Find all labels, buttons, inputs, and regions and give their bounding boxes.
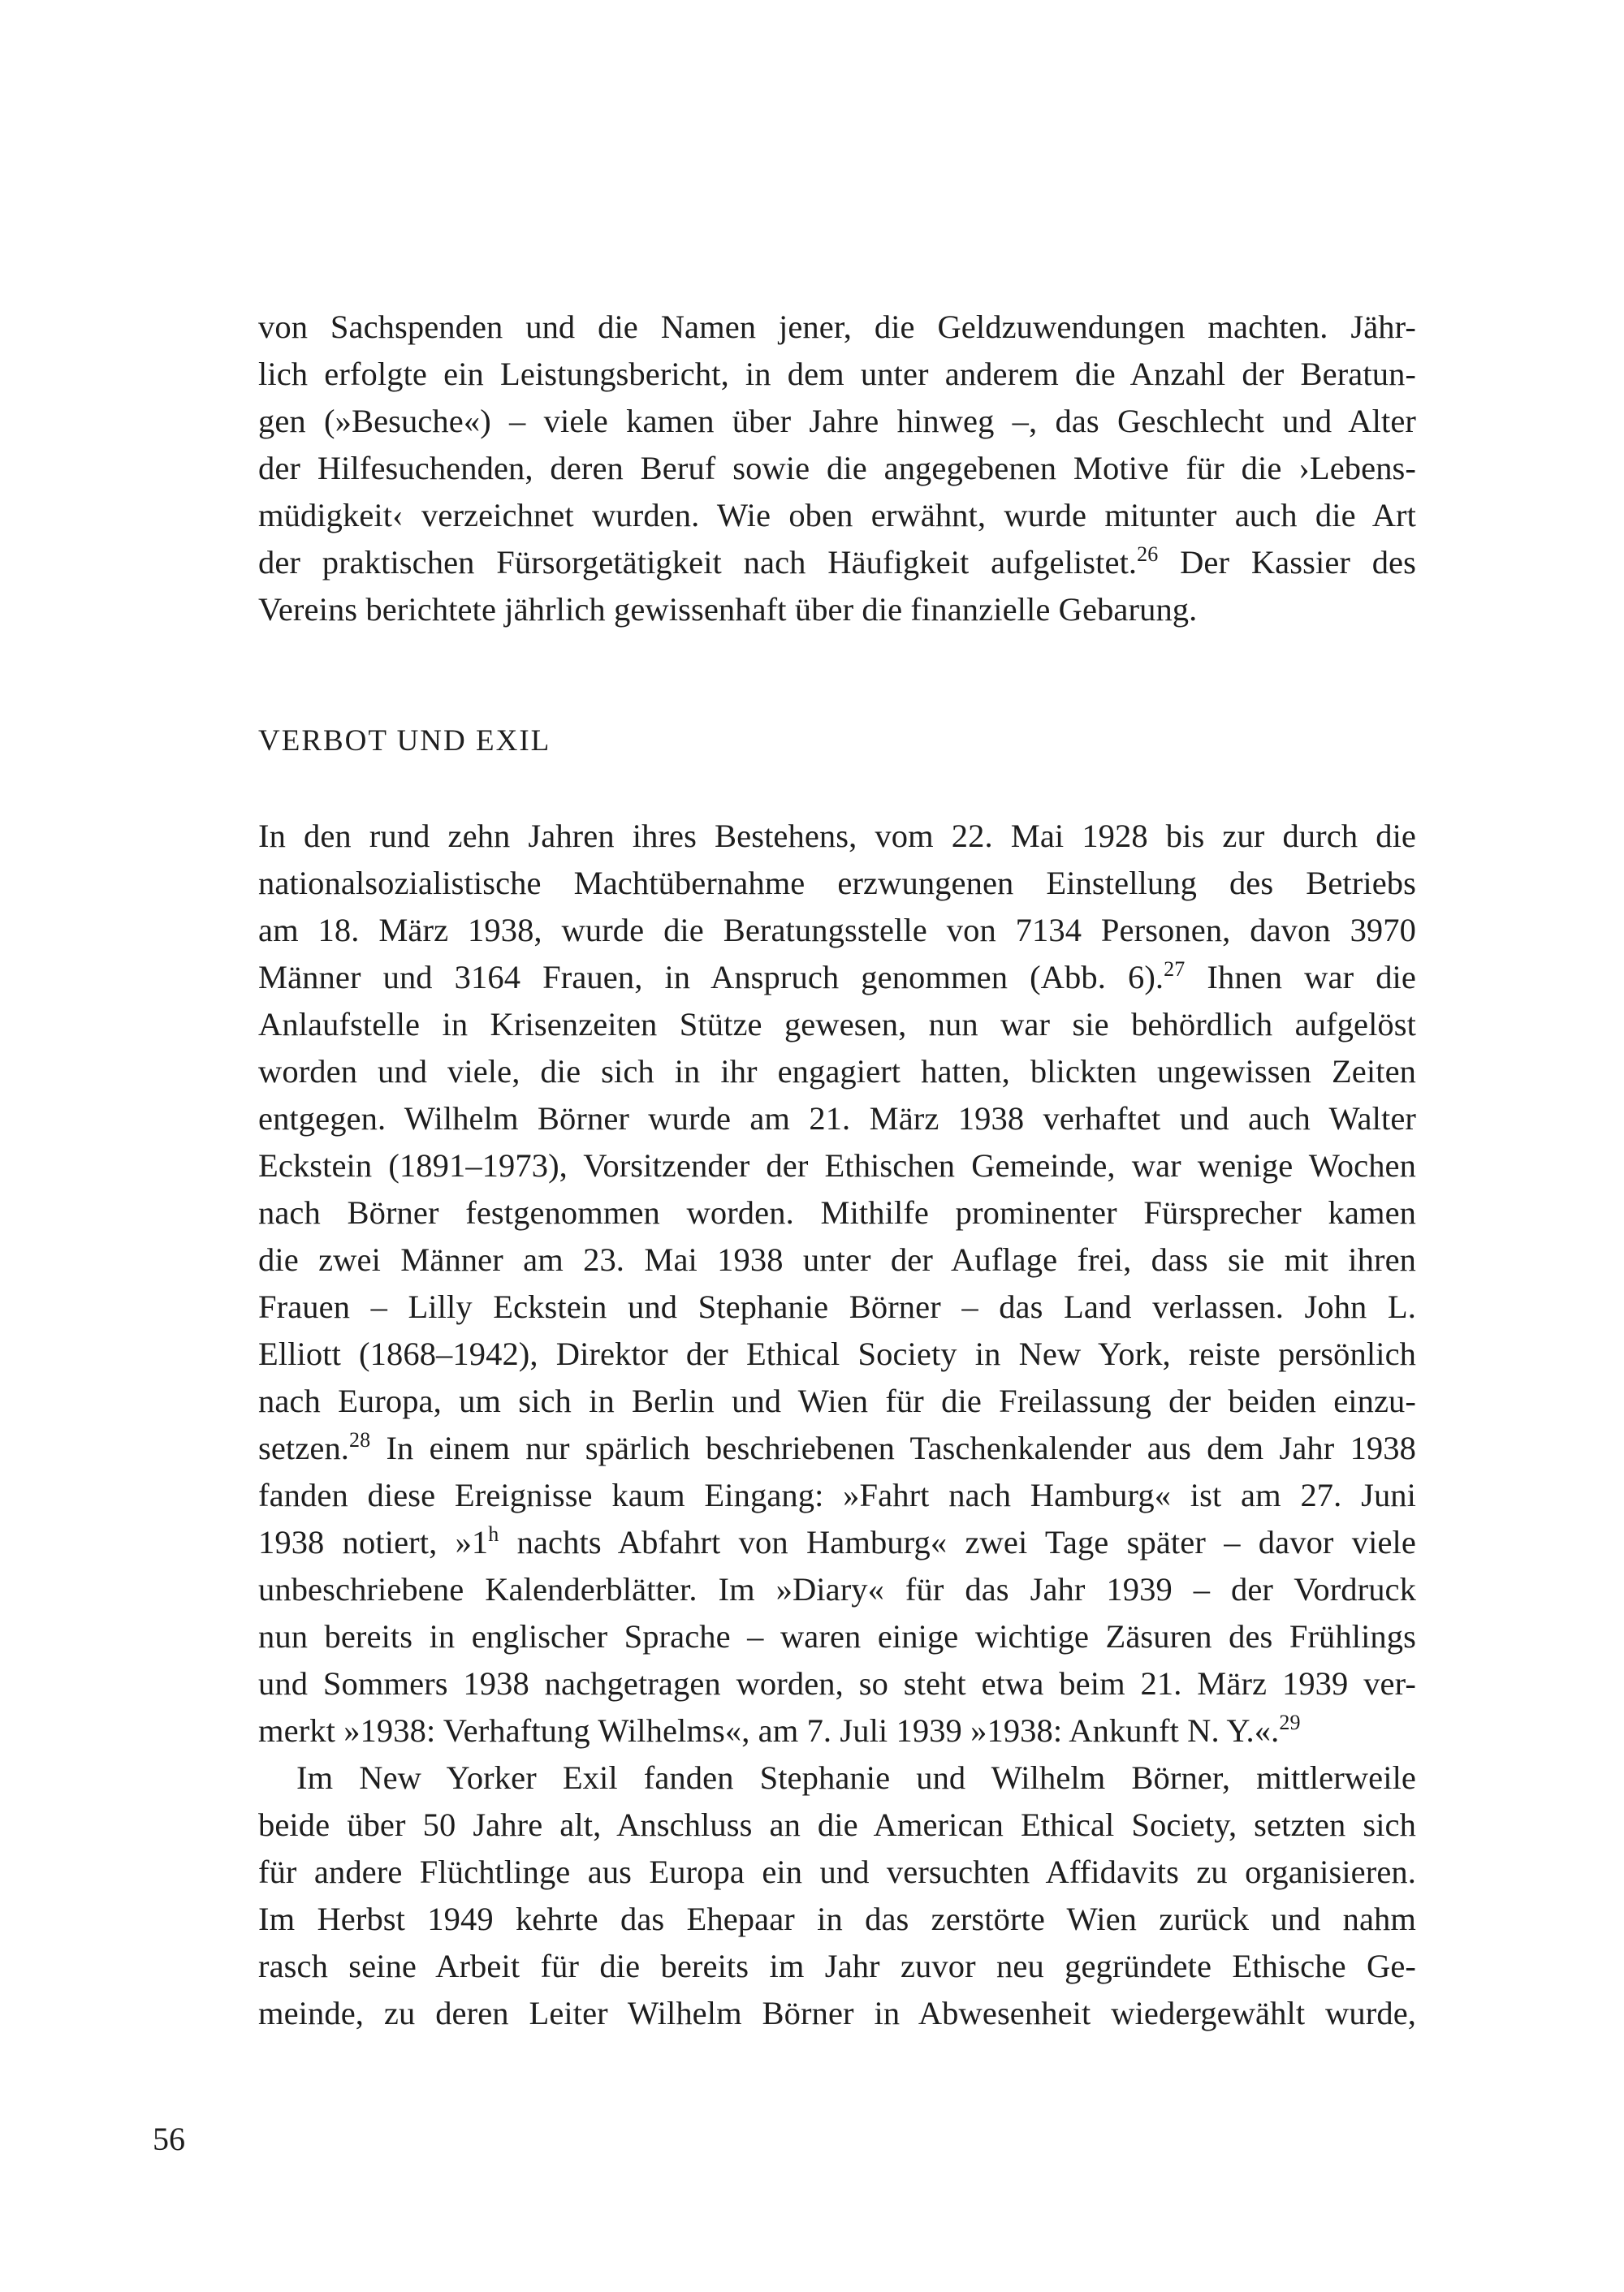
text-line: beide über 50 Jahre alt, Anschluss an die American Ethical Society, setzten sich: [258, 1806, 1416, 1843]
text-segment: der praktischen Fürsorgetätigkeit nach Häufigkeit aufgelistet.: [258, 544, 1138, 581]
text-segment: In einem nur spärlich beschriebenen Taschenkalender aus dem Jahr 1938: [370, 1430, 1416, 1466]
footnote-marker: 26: [1137, 542, 1159, 566]
text-line: für andere Flüchtlinge aus Europa ein und versuchten Affidavits zu organisieren.: [258, 1854, 1416, 1890]
text-line: [258, 1707, 1416, 1755]
text-line: am 18. März 1938, wurde die Beratungsstelle von 7134 Personen, davon 3970: [258, 912, 1416, 948]
text-line: In den rund zehn Jahren ihres Bestehens, vom 22. Mai 1928 bis zur durch die: [258, 818, 1416, 854]
text-line: Im Herbst 1949 kehrte das Ehepaar in das zerstörte Wien zurück und nahm: [258, 1901, 1416, 1937]
text-line: rasch seine Arbeit für die bereits im Jahr zuvor neu gegründete Ethische Ge-: [258, 1948, 1416, 1984]
text-line: nach Europa, um sich in Berlin und Wien für die Freilassung der beiden einzu-: [258, 1383, 1416, 1419]
text-line: Eckstein (1891–1973), Vorsitzender der Ethischen Gemeinde, war wenige Wochen: [258, 1147, 1416, 1184]
footnote-marker: 28: [349, 1428, 371, 1452]
text-segment: Der Kassier des: [1158, 544, 1416, 581]
text-line: von Sachspenden und die Namen jener, die Geldzuwendungen machten. Jähr-: [258, 309, 1416, 345]
text-segment: Männer und 3164 Frauen, in Anspruch genommen (Abb. 6).: [258, 959, 1164, 995]
text-line: Frauen – Lilly Eckstein und Stephanie Börner – das Land verlassen. John L.: [258, 1288, 1416, 1325]
text-line: nun bereits in englischer Sprache – waren einige wichtige Zäsuren des Frühlings: [258, 1618, 1416, 1655]
text-line: fanden diese Ereignisse kaum Eingang: »Fahrt nach Hamburg« ist am 27. Juni: [258, 1477, 1416, 1513]
text-line: worden und viele, die sich in ihr engagiert hatten, blickten ungewissen Zeiten: [258, 1053, 1416, 1090]
text-line: [258, 539, 1416, 586]
section-heading: VERBOT UND EXIL: [258, 724, 551, 758]
text-segment: Ihnen war die: [1185, 959, 1416, 995]
text-segment: merkt »1938: Verhaftung Wilhelms«, am 7. Juli 1939 »1938: Ankunft N. Y.«.: [258, 1712, 1280, 1749]
text-line: und Sommers 1938 nachgetragen worden, so steht etwa beim 21. März 1939 ver-: [258, 1665, 1416, 1702]
text-line: [258, 954, 1416, 1001]
text-line: [258, 1425, 1416, 1472]
text-line: nationalsozialistische Machtübernahme erzwungenen Einstellung des Betriebs: [258, 865, 1416, 901]
footnote-marker: 27: [1164, 957, 1186, 981]
text-segment: nachts Abfahrt von Hamburg« zwei Tage später – davor viele: [499, 1524, 1416, 1560]
text-line: Elliott (1868–1942), Direktor der Ethical Society in New York, reiste persönlich: [258, 1336, 1416, 1372]
text-line: der Hilfesuchenden, deren Beruf sowie die angegebenen Motive für die ›Lebens-: [258, 450, 1416, 486]
text-line: lich erfolgte ein Leistungsbericht, in dem unter anderem die Anzahl der Beratun-: [258, 356, 1416, 392]
text-line: müdigkeit‹ verzeichnet wurden. Wie oben erwähnt, wurde mitunter auch die Art: [258, 497, 1416, 533]
text-line: gen (»Besuche«) – viele kamen über Jahre hinweg –, das Geschlecht und Alter: [258, 403, 1416, 439]
text-line: nach Börner festgenommen worden. Mithilfe prominenter Fürsprecher kamen: [258, 1194, 1416, 1231]
text-line: Im New Yorker Exil fanden Stephanie und Wilhelm Börner, mittlerweile: [296, 1759, 1416, 1796]
text-line: [258, 1519, 1416, 1566]
footnote-marker: 29: [1279, 1711, 1301, 1734]
page-number: 56: [153, 2121, 185, 2157]
text-segment: 1938 notiert, »1: [258, 1524, 489, 1560]
text-line: Anlaufstelle in Krisenzeiten Stütze gewesen, nun war sie behördlich aufgelöst: [258, 1006, 1416, 1042]
text-line: entgegen. Wilhelm Börner wurde am 21. März 1938 verhaftet und auch Walter: [258, 1100, 1416, 1137]
superscript-h: h: [488, 1522, 499, 1546]
text-line: die zwei Männer am 23. Mai 1938 unter der Auflage frei, dass sie mit ihren: [258, 1241, 1416, 1278]
text-line: unbeschriebene Kalenderblätter. Im »Diary« für das Jahr 1939 – der Vordruck: [258, 1571, 1416, 1608]
text-segment: setzen.: [258, 1430, 350, 1466]
text-line: meinde, zu deren Leiter Wilhelm Börner in Abwesenheit wiedergewählt wurde,: [258, 1995, 1416, 2031]
text-line: Vereins berichtete jährlich gewissenhaft über die finanzielle Gebarung.: [258, 591, 1198, 628]
